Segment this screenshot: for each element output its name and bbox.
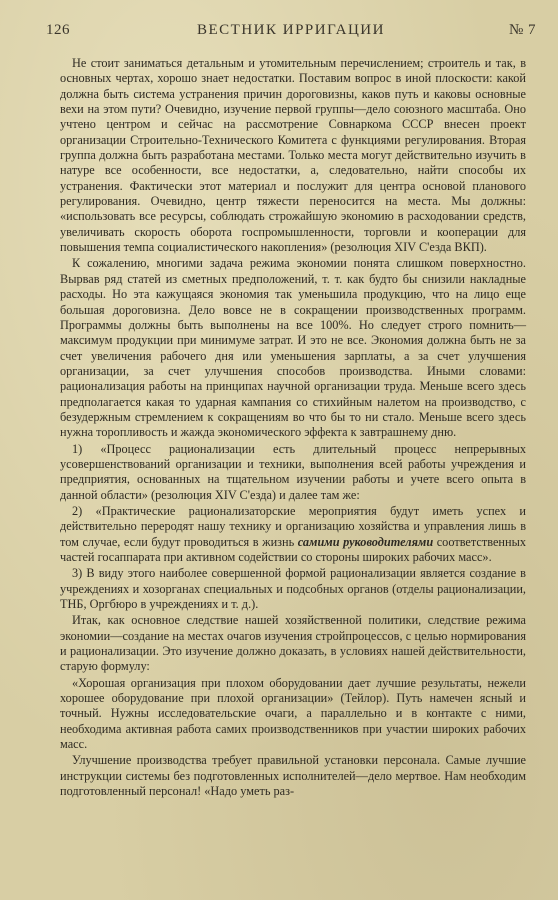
paragraph-text-continued: соответственных частей госаппарата при активном содействии со стороны широких рабочих масс». [60, 534, 527, 564]
journal-title: ВЕСТНИК ИРРИГАЦИИ [197, 22, 385, 38]
paragraph [60, 676, 526, 753]
paragraph [60, 613, 526, 674]
paragraph-text: Улучшение производства требует правильной установки персонала. Самые лучшие инструкции системы без подготовленных исполнителей—дело мертвое. Нам необходим подготовленный персонал! «Надо уметь раз- [60, 753, 526, 799]
emphasis-text: самими руководителями [297, 534, 434, 549]
body-text [60, 56, 526, 800]
page-header [46, 22, 536, 42]
paragraph [60, 504, 526, 565]
paragraph-text: К сожалению, многими задача режима экономии понята слишком поверхностно. Вырвав ряд статей из сметных предположений, т. т. как будто бы снизили накладные расходы. Но эта кажущаяся экономия так уменьшила продукцию, что на лицо еще большая дороговизна. Дело вовсе не в сокращении производственных программ. Программы должны быть выполнены на все 100%. Но следует строго помнить—максимум продукции при минимуме затрат. И это не все. Экономия должна быть не за счет увеличения рабочего дня или уменьшения зарплаты, а за счет улучшения организации, за счет улучшения способов производства. Иными словами: рационализация работы на принципах научной организации труда. Меньше всего здесь предполагается какая то ударная кампания со стихийным налетом на производство, с безудержным стремлением к сокращениям во что бы то ни стало. Меньше всего здесь нужна торопливость и жажда экономического эффекта к завтрашнему дню. [60, 256, 526, 440]
issue-number: № 7 [508, 22, 536, 38]
paragraph-text: 2) «Практические рационализаторские мероприятия будут иметь успех и действительно переродят нашу технику и организацию хозяйства и управления лишь в том случае, если будут проводиться в жизнь [60, 503, 526, 549]
paragraph [60, 56, 526, 255]
paragraph-text: 3) В виду этого наиболее совершенной формой рационализации является создание в учреждениях и хозорганах специальных и подсобных органов (отделы рационализации, ТНБ, Оргбюро в учреждениях и т. д.). [60, 566, 526, 612]
paragraph [60, 442, 526, 503]
page-number: 126 [46, 22, 70, 38]
paragraph-text: «Хорошая организация при плохом оборудовании дает лучшие результаты, нежели хорошее оборудование при плохой организации» (Тейлор). Путь намечен ясный и точный. Нужны исследовательские очаги, а параллельно и в контакте с ними, необходима активная работа самих производственников при участии широких рабочих масс. [60, 675, 526, 752]
paragraph-text: Не стоит заниматься детальным и утомительным перечислением; строитель и так, в основных чертах, хорошо знает недостатки. Поставим вопрос в иной плоскости: какой должна быть система устранения причин дороговизны, каков путь и каковы основные вехи на этом пути? Очевидно, изучение первой группы—дело союзного масштаба. Оно учтено центром и сейчас на рассмотрение Совнаркома СССР внесен проект организации Строительно-Технического Комитета с функциями регулирования. Вторая группа должна быть разработана местами. Только места могут действительно изучить в натуре все особенности, все недостатки, а, следовательно, найти способы их устранения. Фактически этот материал и послужит для центра основой планового регулирования. Очевидно, центр тяжести переносится на места. Мы должны: «использовать все ресурсы, соблюдать строжайшую экономию в расходовании средств, увеличивать скорость оборота госпромышленности, торговли и кооперации для повышения темпа социалистического накопления» (резолюция XIV С'езда ВКП). [60, 56, 526, 255]
paragraph-text: Итак, как основное следствие нашей хозяйственной политики, следствие режима экономии—создание на местах очагов изучения стройпроцессов, с целью нормирования и рационализации. Это изучение должно доказать, в условиях нашей действительности, старую формулу: [60, 613, 526, 674]
paragraph-text: 1) «Процесс рационализации есть длительный процесс непрерывных усовершенствований организации и техники, выполнения всей работы учреждения и предприятия, основанных на тщательном изучении работы и учете всего опыта в данной области» (резолюция XIV С'езда) и далее там же: [60, 441, 526, 502]
paragraph [60, 566, 526, 612]
paragraph [60, 256, 526, 440]
paragraph [60, 753, 526, 799]
